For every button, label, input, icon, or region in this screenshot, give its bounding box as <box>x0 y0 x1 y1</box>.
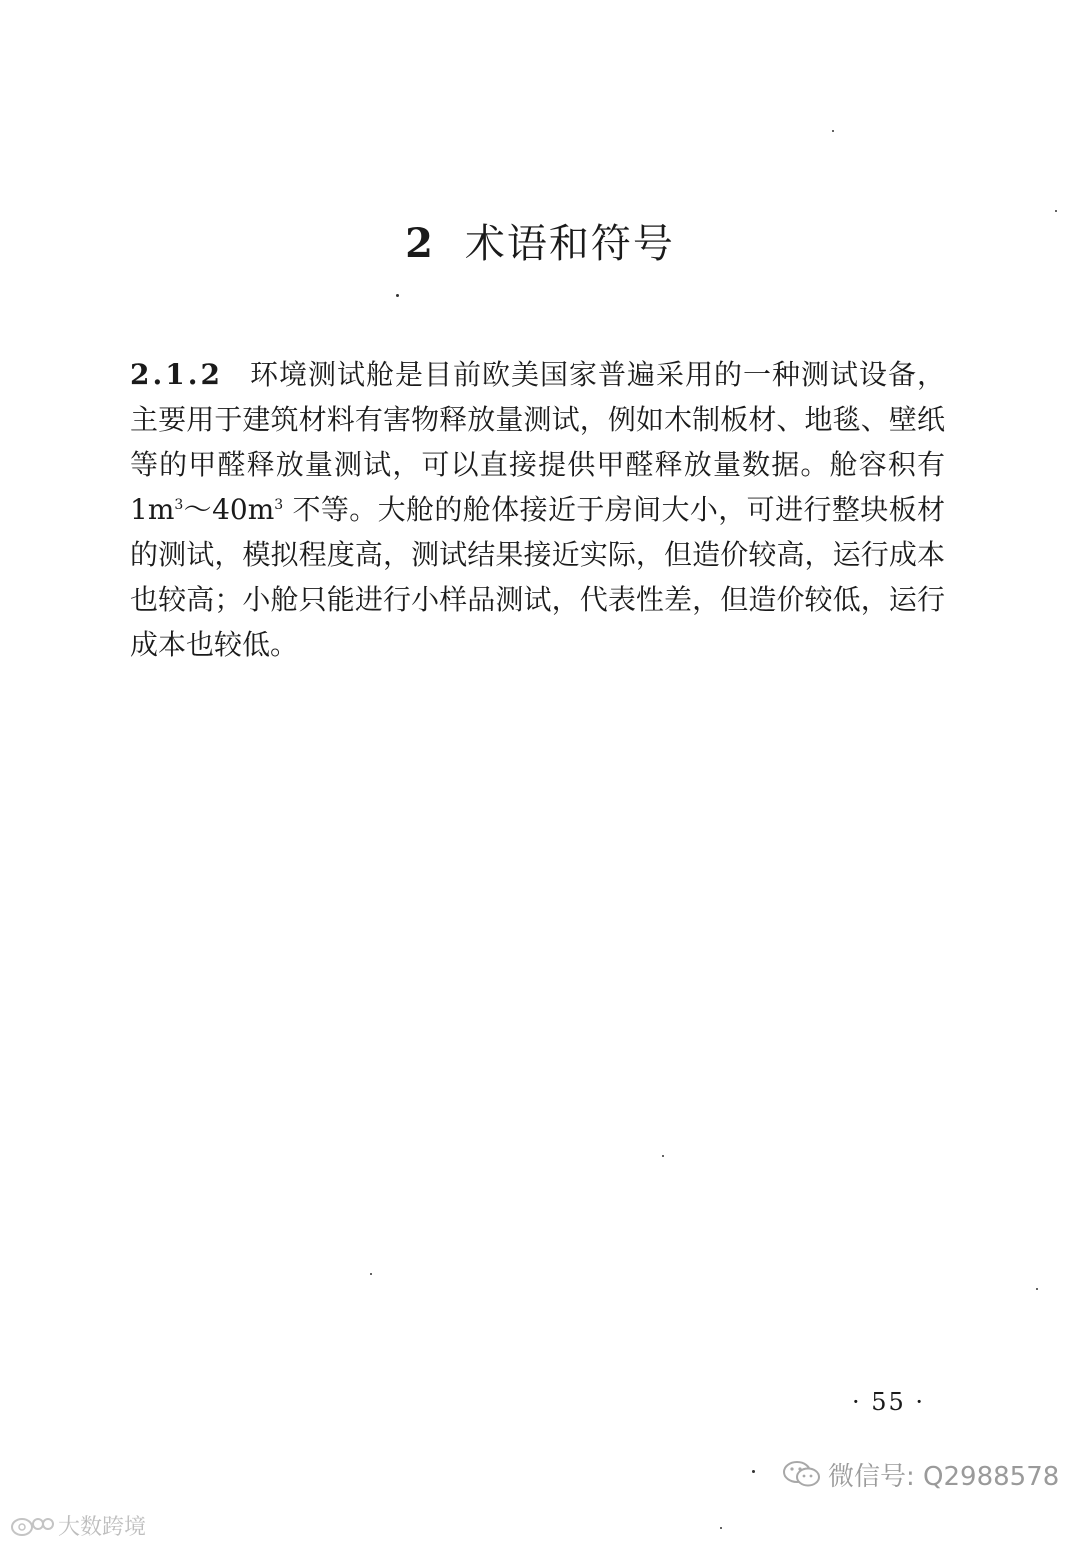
clause-text-part3: 不等。大舱的舱体接近于房间大小，可进行整块板材的测试，模拟程度高，测试结果接近实际，但造价较高，运行成本也较高；小舱只能进行小样品测试，代表性差，但造价较低，运行成本也较低。 <box>130 493 946 661</box>
wechat-id-text: 微信号: Q2988578 <box>828 1461 1060 1492</box>
superscript-1: 3 <box>174 497 184 513</box>
scan-speck <box>720 1527 722 1529</box>
wechat-icon <box>782 1459 822 1489</box>
weibo-icon <box>10 1512 54 1538</box>
scan-speck <box>662 1155 664 1157</box>
weibo-account-text: 大数跨境 <box>58 1514 147 1540</box>
wechat-watermark <box>782 1456 1059 1492</box>
scan-speck <box>370 1273 372 1275</box>
chapter-number: 2 <box>405 220 435 267</box>
clause-text-part2: ～40m <box>183 493 275 526</box>
scan-speck <box>1055 210 1057 212</box>
chapter-heading <box>0 214 1080 274</box>
clause-paragraph <box>130 352 945 667</box>
clause-number: 2.1.2 <box>130 358 223 391</box>
superscript-2: 3 <box>274 497 284 513</box>
weibo-watermark <box>10 1510 146 1540</box>
page-number: · 55 · <box>852 1388 926 1416</box>
scan-speck <box>396 294 399 297</box>
chapter-title: 术语和符号 <box>464 221 675 267</box>
scan-speck <box>752 1470 755 1473</box>
clause-text-part1: 环境测试舱是目前欧美国家普遍采用的一种测试设备，主要用于建筑材料有害物释放量测试，例如木制板材、地毯、壁纸等的甲醛释放量测试，可以直接提供甲醛释放量数据。舱容积有 1m <box>130 358 945 526</box>
scan-speck <box>832 130 834 132</box>
scan-speck <box>1036 1288 1038 1290</box>
